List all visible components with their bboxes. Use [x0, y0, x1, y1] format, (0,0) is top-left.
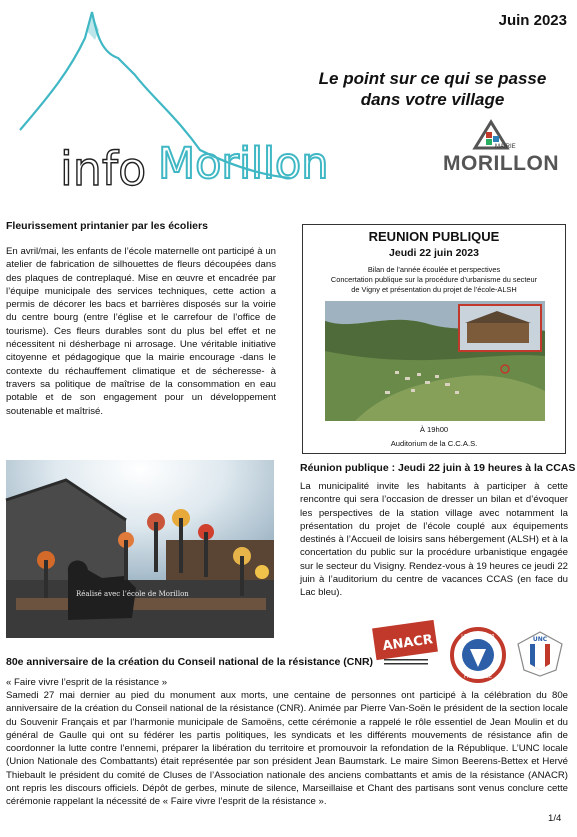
logo-word-info: info: [60, 142, 147, 196]
flyer-time: À 19h00: [419, 425, 449, 434]
anacr-logo-text: ANACR: [381, 632, 434, 655]
unc-logo: [516, 630, 564, 678]
info-morillon-logo: [0, 0, 329, 205]
reunion-flyer: [302, 224, 566, 454]
reunion-article-title: Réunion publique : Jeudi 22 juin à 19 heures à la CCAS: [300, 462, 576, 474]
souvenir-top-text: LE SOUVENIR: [461, 634, 495, 640]
issue-date: Juin 2023: [498, 12, 567, 29]
flyer-line-1: Bilan de l’année écoulée et perspectives: [367, 265, 501, 274]
cnr-article-quote: « Faire vivre l’esprit de la résistance »: [6, 677, 168, 688]
cnr-article-text: Samedi 27 mai dernier au pied du monument aux morts, une centaine de personnes ont participé à la célébration du 80e anniversaire de la création du Conseil national de la résistance (CNR). Animée par Pierre Van-Soën le président de la section locale du Souvenir Français et par l’harmonie municipale de Samoëns, cette cérémonie a rappelé le rôle essentiel de Jean Moulin et du général de Gaulle qui ont su fédérer les partis politiques, les syndicats et les différents mouvements de résistance afin de coordonner la lutte contre l’ennemi, préparer la libération du territoire et promouvoir la refondation de la République. L’UNC locale (Union Nationale des Combattants) était représentée par son président Jean Baumstark. Le maire Simon Beerens-Bettex et Hervé Thiebault le président du comité de Cluses de l’Association nationale des anciens combattants et amis de la résistance (ANACR) ont repris les discours officiels. Dépôt de gerbes, minute de silence, Marseillaise et Chant des partisans sont venus conclure cette cérémonie rappelant la nécessité de « Faire vivre l’esprit de la résistance ».: [6, 690, 568, 808]
mairie-logo: [443, 118, 559, 186]
flower-article-title: Fleurissement printanier par les écoliers: [6, 220, 208, 232]
mairie-name: MORILLON: [443, 152, 559, 175]
mountain-peak: [86, 14, 99, 40]
flyer-place: Auditorium de la C.C.A.S.: [390, 439, 478, 448]
cnr-article-title: 80e anniversaire de la création du Conseil national de la résistance (CNR): [6, 656, 374, 668]
unc-logo-text: UNC: [532, 636, 548, 643]
tagline: Le point sur ce qui se passe dans votre village: [318, 69, 547, 109]
flower-sign-photo: [6, 460, 274, 638]
souvenir-bottom-text: FRANÇAISE: [463, 674, 493, 680]
flyer-line-2: Concertation publique sur la procédure d’urbanisme du secteur: [330, 275, 538, 284]
mairie-label: MAIRIE: [495, 144, 516, 150]
valley-aerial-photo: [325, 301, 545, 421]
sign-text: Réalisé avec l’école de Morillon: [76, 590, 189, 598]
flyer-line-3: de Vigny et présentation du projet de l’école-ALSH: [351, 285, 517, 294]
souvenir-francais-logo: [450, 627, 506, 683]
logo-word-morillon: Morillon: [158, 139, 329, 189]
anacr-logo: [370, 620, 440, 668]
flower-article-text: En avril/mai, les enfants de l’école maternelle ont participé à un atelier de fabrication de silhouettes de fleurs découpées dans des plaques de contreplaqué. Mise en œuvre et encadrée par l’équipe municipale des services techniques, cette action a permis de décorer les bacs et barrières disposés sur la voirie du centre bourg (entre l’église et le carrefour de l’office de tourisme). Ces fleurs durables sont du plus bel effet et ne nécessitent ni désherbage ni arrosage. Une véritable initiative citoyenne et pédagogique que la mairie encourage -dans le contexte du réchauffement climatique et de sécheresse- à travers sa politique de maîtrise de la consommation en eau potable et de son engagement pour un développement soutenable et maîtrisé.: [6, 246, 276, 417]
page-number: 1/4: [548, 813, 562, 824]
flyer-date: Jeudi 22 juin 2023: [389, 247, 479, 259]
reunion-article-text: La municipalité invite les habitants à participer à cette rencontre qui sera l’occasion de dresser un bilan et d’évoquer les perspectives de la station village avec notamment la présentation du projet de l’école couplé aux équipements destinés à l’Accueil de loisirs sans hébergement (ALSH) et à la concertation du public sur la procédure urbanistique engagée sur le secteur du Visigny. Rendez-vous à 19 heures ce jeudi 22 juin à l’auditorium du centre de vacances CCAS (en face du Lac bleu).: [300, 481, 568, 599]
flyer-title: REUNION PUBLIQUE: [368, 229, 500, 244]
